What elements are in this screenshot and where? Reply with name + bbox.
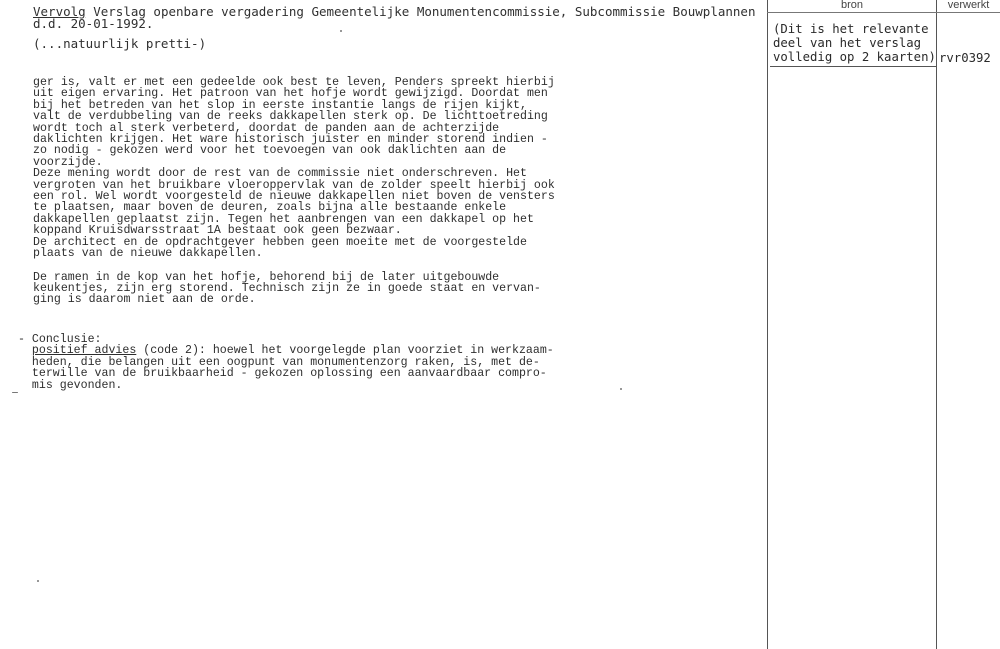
bron-line: (Dit is het relevante <box>773 22 929 36</box>
scan-speck <box>340 30 342 32</box>
scan-speck <box>620 388 622 390</box>
conclusion-section <box>18 334 738 391</box>
conclusion-line <box>18 380 738 391</box>
text-line: ger is, valt er met een gedeelde ook best te leven, Penders spreekt hierbij <box>33 76 555 89</box>
bron-column-header: bron <box>840 0 864 11</box>
conclusion-text: (code 2): hoewel het voorgelegde plan voorziet in werkzaam- <box>136 344 554 358</box>
bron-column-left-border <box>767 0 768 649</box>
text-line: De ramen in de kop van het hofje, behorend bij de later uitgebouwde <box>33 270 500 284</box>
bron-source-note <box>773 22 935 64</box>
bron-note-underline <box>770 66 937 67</box>
text-line: daklichten krijgen. Het ware historisch juister en minder storend indien - <box>33 133 548 147</box>
text-line: te plaatsen, maar boven de deuren, zoals bijna alle bestaande enkele <box>33 201 507 215</box>
text-line: bij het betreden van het slop in eerste instantie langs de rijen kijkt, <box>33 98 527 112</box>
scan-speck <box>37 580 39 582</box>
text-line: valt de verdubbeling van de reeks dakkapellen sterk op. De lichttoetreding <box>33 110 548 124</box>
verwerkt-code: rvr0392 <box>939 51 991 65</box>
verwerkt-column-header: verwerkt <box>947 0 990 11</box>
document-header <box>33 4 756 31</box>
text-line: koppand Kruisdwarsstraat 1A bestaat ook geen bezwaar. <box>33 224 402 238</box>
bron-line: deel van het verslag <box>773 36 922 50</box>
conclusion-text: heden, die belangen uit een oogpunt van monumentenzorg raken, is, met de- <box>31 355 540 369</box>
paragraph-1 <box>33 77 733 260</box>
header-vervolg-word: Vervolg <box>33 4 86 19</box>
paragraph-spacer <box>33 260 733 272</box>
header-date: d.d. 20-01-1992. <box>33 16 154 31</box>
bron-line: volledig op 2 kaarten) <box>773 50 936 64</box>
subtitle-note: (...natuurlijk pretti-) <box>33 36 207 51</box>
text-line: Deze mening wordt door de rest van de commissie niet onderschreven. Het <box>33 167 527 181</box>
paragraph-2 <box>33 272 733 306</box>
text-line: dakkapellen geplaatst zijn. Tegen het aanbrengen van een dakkapel op het <box>33 212 534 226</box>
text-line: wordt toch al sterk verbeterd, doordat de panden aan de achterzijde <box>33 121 500 135</box>
text-line: uit eigen ervaring. Het patroon van het hofje wordt gewijzigd. Doordat men <box>33 87 548 101</box>
conclusion-text: terwille van de bruikbaarheid - gekozen oplossing een aanvaardbaar compro- <box>31 367 547 381</box>
column-header-rule <box>767 12 1000 13</box>
text-line: vergroten van het bruikbare vloeroppervlak van de zolder speelt hierbij ook <box>33 178 555 192</box>
conclusion-heading: - Conclusie: <box>18 333 102 346</box>
text-line: De architect en de opdrachtgever hebben geen moeite met de voorgestelde <box>33 235 527 249</box>
bron-column-right-border <box>936 0 937 649</box>
text-line: keukentjes, zijn erg storend. Technisch zijn ze in goede staat en vervan- <box>33 281 541 295</box>
text-line: een rol. Wel wordt voorgesteld de nieuwe dakkapellen niet boven de vensters <box>33 190 555 204</box>
text-line: voorzijde. <box>33 155 103 169</box>
document-body <box>33 77 733 306</box>
positive-advice-label: positief advies <box>31 344 137 358</box>
header-title: Verslag openbare vergadering Gemeentelijke Monumentencommissie, Subcommissie Bouwplannen <box>85 4 756 19</box>
scan-speck <box>12 392 18 393</box>
conclusion-text: mis gevonden. <box>31 378 123 392</box>
conclusion-line <box>18 368 738 379</box>
text-line: ging is daarom niet aan de orde. <box>33 293 256 307</box>
text-line: plaats van de nieuwe dakkapellen. <box>33 247 263 261</box>
text-line: zo nodig - gekozen werd voor het toevoegen van ook daklichten aan de <box>33 144 507 158</box>
